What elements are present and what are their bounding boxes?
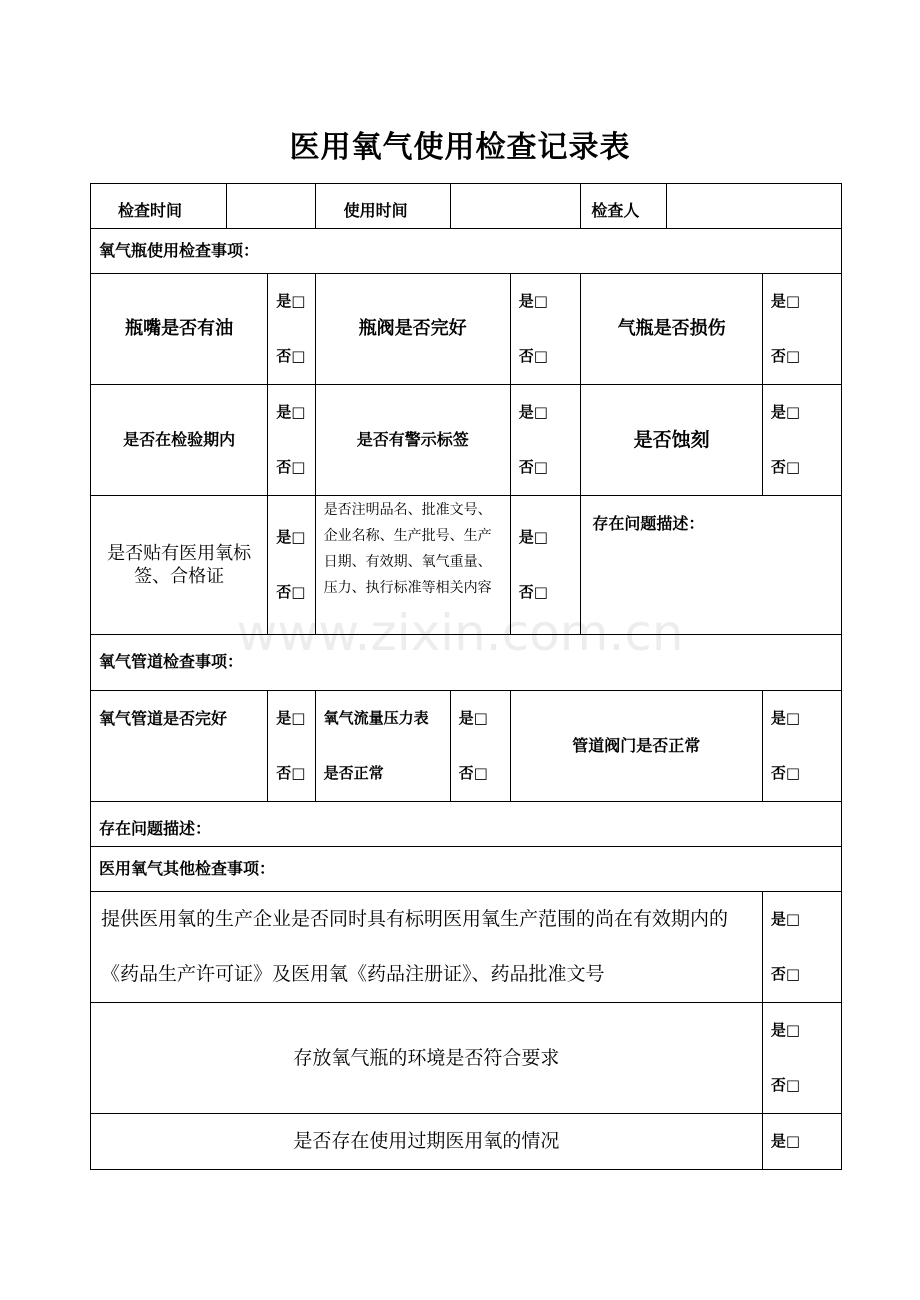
pipe-intact-label: 氧气管道是否完好	[91, 691, 268, 802]
other-row-1	[91, 892, 842, 1003]
use-time-label: 使用时间	[315, 184, 450, 229]
check-time-label: 检查时间	[91, 184, 227, 229]
other-section-heading: 医用氧气其他检查事项：	[91, 847, 842, 892]
use-time-field[interactable]	[450, 184, 581, 229]
bottle-valve-label: 瓶阀是否完好	[315, 274, 510, 385]
watermark: www.zixin.com.cn	[236, 604, 684, 662]
license-check-line2: 《药品生产许可证》及医用氧《药品注册证》、药品批准文号	[101, 963, 605, 985]
pipe-section-heading: 氧气管道检查事项：	[91, 635, 842, 691]
medical-oxygen-label-choice[interactable]: 是□ 否□	[268, 496, 315, 635]
storage-environment-choice[interactable]: 是□ 否□	[762, 1003, 841, 1114]
bottle-row-3	[91, 496, 842, 635]
cylinder-damage-label: 气瓶是否损伤	[581, 274, 762, 385]
pipe-problem-description: 存在问题描述：	[91, 802, 842, 847]
storage-environment-label: 存放氧气瓶的环境是否符合要求	[91, 1003, 763, 1114]
inspection-period-label: 是否在检验期内	[91, 385, 268, 496]
expired-oxygen-label: 是否存在使用过期医用氧的情况	[91, 1114, 763, 1170]
check-time-field[interactable]	[227, 184, 316, 229]
pipe-valve-choice[interactable]: 是□ 否□	[762, 691, 841, 802]
pipe-valve-label: 管道阀门是否正常	[510, 691, 762, 802]
license-check-label	[91, 892, 763, 1003]
license-check-line1: 提供医用氧的生产企业是否同时具有标明医用氧生产范围的尚在有效期内的	[101, 908, 729, 930]
license-check-choice[interactable]: 是□ 否□	[762, 892, 841, 1003]
inspection-period-choice[interactable]: 是□ 否□	[268, 385, 315, 496]
pipe-row	[91, 691, 842, 802]
bottle-row-2	[91, 385, 842, 496]
other-row-2	[91, 1003, 842, 1114]
etching-choice[interactable]: 是□ 否□	[762, 385, 841, 496]
bottle-mouth-oil-label: 瓶嘴是否有油	[91, 274, 268, 385]
bottle-problem-description: 存在问题描述：	[581, 496, 842, 635]
inspector-label: 检查人	[581, 184, 666, 229]
other-row-3	[91, 1114, 842, 1170]
inspector-field[interactable]	[666, 184, 841, 229]
flow-gauge-label-line2: 是否正常	[323, 764, 384, 782]
bottle-section-heading: 氧气瓶使用检查事项：	[91, 229, 842, 274]
cylinder-damage-choice[interactable]: 是□ 否□	[762, 274, 841, 385]
label-content-detail: 是否注明品名、批准文号、企业名称、生产批号、生产日期、有效期、氧气重量、压力、执行标准等相关内容	[315, 496, 510, 635]
pipe-intact-choice[interactable]: 是□ 否□	[268, 691, 315, 802]
page-title: 医用氧气使用检查记录表	[289, 130, 631, 165]
medical-oxygen-label-label: 是否贴有医用氧标签、合格证	[91, 496, 268, 635]
bottle-mouth-oil-choice[interactable]: 是□ 否□	[268, 274, 315, 385]
flow-gauge-label	[315, 691, 450, 802]
warning-label-label: 是否有警示标签	[315, 385, 510, 496]
expired-oxygen-choice[interactable]: 是□	[762, 1114, 841, 1170]
bottle-valve-choice[interactable]: 是□ 否□	[510, 274, 581, 385]
etching-label: 是否蚀刻	[581, 385, 762, 496]
bottle-row-1	[91, 274, 842, 385]
inspection-table	[90, 183, 842, 1170]
header-row	[91, 184, 842, 229]
flow-gauge-choice[interactable]: 是□ 否□	[450, 691, 510, 802]
flow-gauge-label-line1: 氧气流量压力表	[323, 709, 429, 727]
label-content-choice[interactable]: 是□ 否□	[510, 496, 581, 635]
warning-label-choice[interactable]: 是□ 否□	[510, 385, 581, 496]
